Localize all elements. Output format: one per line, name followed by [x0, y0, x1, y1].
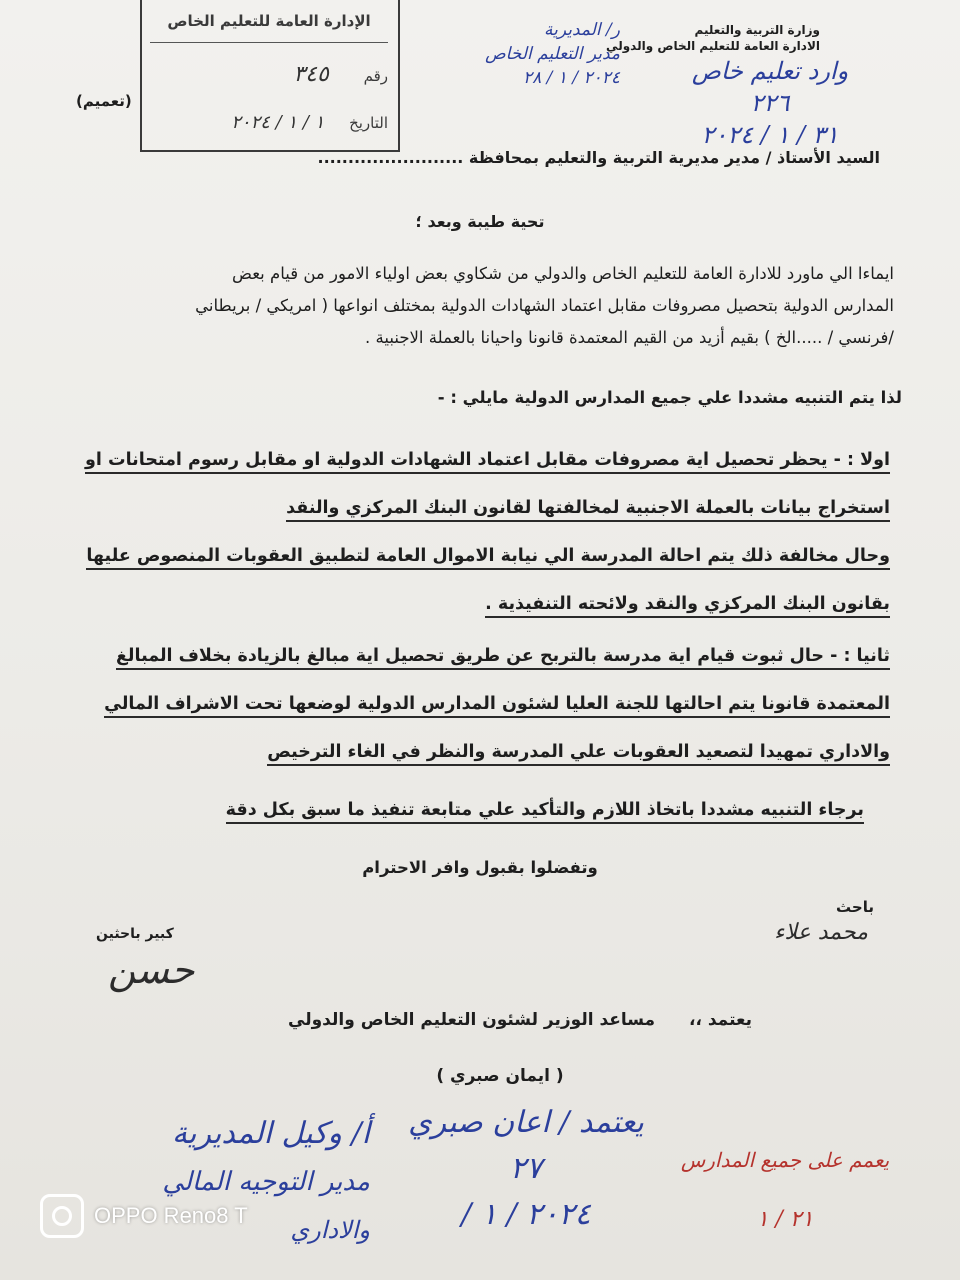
approval-title: مساعد الوزير لشئون التعليم الخاص والدولي — [288, 1010, 656, 1030]
senior-label: كبير باحثين — [96, 926, 174, 942]
approval-prefix: يعتمد ،، — [689, 1010, 752, 1030]
department-name: الادارة العامة للتعليم الخاص والدولي — [606, 39, 820, 53]
handwritten-approval-line3: ٢٠٢٤ / ١ / — [461, 1197, 591, 1232]
incoming-date: ٣١ / ١ / ٢٠٢٤ — [701, 121, 839, 149]
camera-watermark — [40, 1194, 248, 1238]
clause-first-line-2: استخراج بيانات بالعملة الاجنبية لمخالفتها لقانون البنك المركزي والنقد — [286, 498, 890, 522]
request-text: برجاء التنبيه مشددا باتخاذ اللازم والتأكيد علي متابعة تنفيذ ما سبق بكل دقة — [226, 800, 864, 824]
researcher-label: باحث — [836, 898, 874, 916]
handwritten-red-line1: يعمم على جميع المدارس — [680, 1148, 890, 1172]
clause-first-line-1: اولا : - يحظر تحصيل اية مصروفات مقابل اعتماد الشهادات الدولية او مقابل رسوم امتحانات او — [85, 450, 890, 474]
incoming-number: ٢٢٦ — [750, 89, 790, 117]
request-line — [104, 800, 864, 820]
handwritten-forward-line1: أ/ وكيل المديرية — [172, 1116, 370, 1151]
stamp-title: الإدارة العامة للتعليم الخاص — [150, 12, 388, 43]
camera-watermark-text: OPPO Reno8 T — [94, 1203, 248, 1228]
approval-line — [152, 1010, 752, 1030]
clause-second-line-2: المعتمدة قانونا يتم احالتها للجنة العليا لشئون المدارس الدولية لوضعها تحت الاشراف المالي — [104, 694, 890, 718]
directive-line: لذا يتم التنبيه مشددا علي جميع المدارس الدولية مايلي : - — [437, 388, 902, 407]
approval-name: ( ايمان صبري ) — [436, 1066, 564, 1086]
handwritten-note-line1: ر/ المديرية — [544, 20, 620, 40]
stamp-date-row — [150, 112, 388, 142]
addressee: السيد الأستاذ / مدير مديرية التربية والتعليم بمحافظة ........................ — [317, 148, 880, 167]
clause-first — [70, 450, 890, 642]
intro-paragraph — [64, 258, 894, 354]
researcher-signature: محمد علاء — [774, 920, 868, 945]
incoming-label: وارد تعليم خاص — [691, 57, 849, 85]
circular-label: (تعميم) — [76, 92, 132, 110]
handwritten-approval — [396, 1100, 656, 1238]
intro-line-3: /فرنسي / .....الخ ) بقيم أزيد من القيم المعتمدة قانونا واحيانا بالعملة الاجنبية . — [365, 328, 894, 347]
clause-first-line-4: بقانون البنك المركزي والنقد ولائحته التنفيذية . — [485, 594, 890, 618]
handwritten-forward-line3: والاداري — [290, 1216, 370, 1244]
stamp-date: ١ / ١ / ٢٠٢٤ — [231, 112, 325, 133]
handwritten-note-line2: مدير التعليم الخاص — [485, 44, 620, 64]
incoming-stamp — [140, 0, 400, 152]
closing-line: وتفضلوا بقبول وافر الاحترام — [362, 858, 598, 877]
stamp-number-row — [150, 62, 388, 92]
intro-line-2: المدارس الدولية بتحصيل مصروفات مقابل اعتماد الشهادات الدولية بمختلف انواعها ( امريكي / بريطاني — [195, 296, 894, 315]
handwritten-red-note — [640, 1130, 930, 1250]
senior-signature: حسن — [108, 948, 195, 992]
handwritten-red-line2: ٢١ / ١ — [756, 1207, 814, 1232]
handwritten-forward-line2: مدير التوجيه المالي — [162, 1167, 370, 1197]
intro-line-1: ايماءا الي ماورد للادارة العامة للتعليم الخاص والدولي من شكاوي بعض اولياء الامور من قيام بعض — [231, 264, 894, 283]
handwritten-approval-line2: ٢٧ — [509, 1151, 543, 1186]
letterhead — [606, 22, 820, 54]
ministry-name: وزارة التربية والتعليم — [694, 23, 820, 37]
clause-second — [70, 646, 890, 790]
greeting: تحية طيبة وبعد ؛ — [415, 212, 545, 231]
camera-logo-icon — [40, 1194, 84, 1238]
clause-second-line-1: ثانيا : - حال ثبوت قيام اية مدرسة بالتربح عن طريق تحصيل اية مبالغ بالزيادة بخلاف المبالغ — [116, 646, 890, 670]
stamp-number-label: رقم — [363, 67, 388, 85]
clause-second-line-3: والاداري تمهيدا لتصعيد العقوبات علي المدرسة والنظر في الغاء الترخيص — [267, 742, 890, 766]
handwritten-note-top — [420, 18, 620, 90]
handwritten-note-date: ٢٠٢٤ / ١ / ٢٨ — [522, 68, 620, 88]
stamp-number: ٣٤٥ — [293, 62, 329, 87]
stamp-date-label: التاريخ — [349, 114, 388, 132]
handwritten-approval-line1: يعتمد / اعان صبري — [408, 1105, 644, 1140]
clause-first-line-3: وحال مخالفة ذلك يتم احالة المدرسة الي نيابة الاموال العامة لتطبيق العقوبات المنصوص عليها — [86, 546, 890, 570]
incoming-handwriting — [640, 55, 900, 151]
